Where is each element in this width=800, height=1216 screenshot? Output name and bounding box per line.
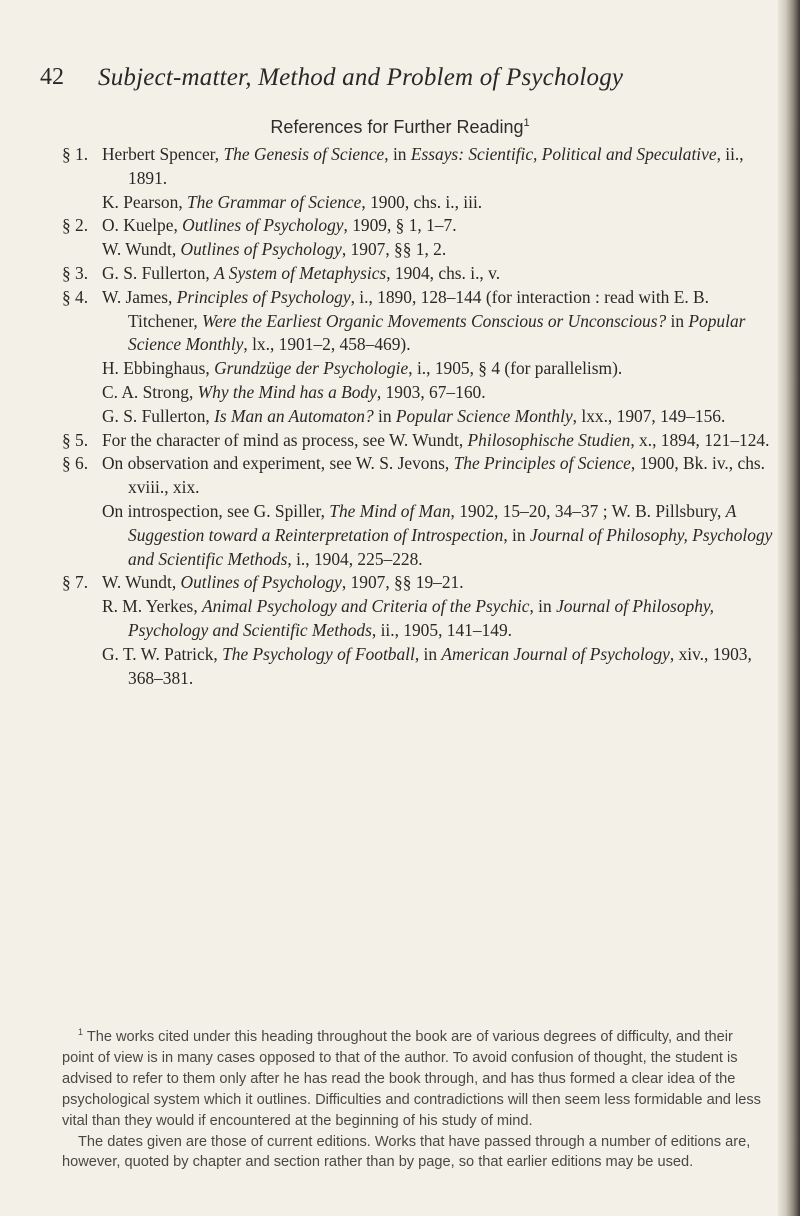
work-title: Essays: Scientific, Political and Speculative bbox=[410, 144, 717, 164]
heading-title: References for Further Reading bbox=[270, 117, 524, 137]
reference-entry bbox=[62, 405, 782, 429]
reference-text: G. S. Fullerton, Is Man an Automaton? in Popular Science Monthly, lxx., 1907, 149–156. bbox=[102, 405, 726, 426]
work-title: Outlines of Psychology bbox=[180, 572, 342, 593]
footnote bbox=[62, 1027, 767, 1173]
reference-entry bbox=[62, 500, 782, 571]
reference-text: W. James, Principles of Psychology, i., 1890, 128–144 (for interaction : read with E. B. Titchener, Were the Earliest Organic Movements Conscious or Unconscious? in Popular Science Monthly, lx., 1901–2, 458–469). bbox=[102, 286, 746, 355]
reference-entry bbox=[62, 595, 782, 643]
reference-text: On introspection, see G. Spiller, The Mind of Man, 1902, 15–20, 34–37 ; W. B. Pillsbury, A Suggestion toward a Reinterpretation of Introspection, in Journal of Philosophy, Psychology and Scientific Methods, i., 1904, 225–228. bbox=[102, 500, 773, 569]
reference-text: For the character of mind as process, see W. Wundt, Philosophische Studien, x., 1894, 121–124. bbox=[102, 429, 770, 450]
running-head bbox=[40, 64, 760, 98]
work-title: The Grammar of Science bbox=[187, 191, 362, 212]
footnote-paragraph: The dates given are those of current editions. Works that have passed through a number of editions are, however, quoted by chapter and section rather than by page, so that earlier editions may be used. bbox=[62, 1133, 751, 1171]
section-number: § 1. bbox=[62, 144, 89, 164]
reference-entry bbox=[62, 238, 782, 262]
work-title: Grundzüge der Psychologie bbox=[214, 358, 409, 379]
footnote-reference: 1 bbox=[523, 117, 530, 129]
page-number: 42 bbox=[40, 64, 64, 90]
reference-entry bbox=[62, 214, 782, 238]
work-title: The Principles of Science bbox=[453, 453, 631, 474]
reference-entry bbox=[62, 571, 782, 595]
work-title: Were the Earliest Organic Movements Conscious or Unconscious? bbox=[202, 310, 667, 331]
reference-text: H. Ebbinghaus, Grundzüge der Psychologie, i., 1905, § 4 (for parallelism). bbox=[102, 358, 623, 379]
reference-entry bbox=[62, 381, 782, 405]
work-title: Outlines of Psychology bbox=[180, 239, 342, 260]
reference-list bbox=[62, 143, 782, 690]
work-title: Popular Science Monthly bbox=[128, 310, 746, 355]
reference-text: W. Wundt, Outlines of Psychology, 1907, §§ 19–21. bbox=[102, 572, 464, 593]
footnote-paragraph: $^1$ The works cited under this heading throughout the book are of various degrees of difficulty, and their point of view is in many cases opposed to that of the author. To avoid confusion of thought, the student is advised to refer to them only after he has read the book through, and has thus formed a clear idea of the psychological system which it outlines. Difficulties and contradictions will then seem less formidable and less vital than they would if encountered at the beginning of his study of mind. bbox=[62, 1027, 761, 1129]
work-title: A System of Metaphysics bbox=[214, 262, 387, 283]
work-title: A Suggestion toward a Reinterpretation of Introspection bbox=[128, 500, 737, 545]
work-title: American Journal of Psychology bbox=[441, 643, 670, 664]
reference-entry bbox=[62, 429, 782, 453]
work-title: Is Man an Automaton? bbox=[214, 405, 374, 426]
work-title: Why the Mind has a Body bbox=[197, 381, 377, 402]
running-title: Subject-matter, Method and Problem of Psychology bbox=[98, 64, 624, 91]
reference-entry bbox=[62, 262, 782, 286]
work-title: The Psychology of Football bbox=[222, 643, 415, 664]
reference-text: C. A. Strong, Why the Mind has a Body, 1903, 67–160. bbox=[102, 381, 486, 402]
reference-text: G. T. W. Patrick, The Psychology of Football, in American Journal of Psychology, xiv., 1903, 368–381. bbox=[102, 643, 752, 688]
work-title: Principles of Psychology bbox=[176, 286, 351, 307]
work-title: Journal of Philosophy, Psychology and Scientific Methods bbox=[128, 596, 715, 640]
reference-text: On observation and experiment, see W. S. Jevons, The Principles of Science, 1900, Bk. iv., chs. xviii., xix. bbox=[102, 453, 766, 498]
reference-text: W. Wundt, Outlines of Psychology, 1907, §§ 1, 2. bbox=[102, 239, 447, 260]
reference-text: Herbert Spencer, The Genesis of Science, in Essays: Scientific, Political and Speculative, ii., 1891. bbox=[102, 144, 744, 188]
work-title: Outlines of Psychology bbox=[182, 215, 344, 236]
reference-entry bbox=[62, 143, 782, 191]
reference-entry bbox=[62, 643, 782, 691]
reference-entry bbox=[62, 452, 782, 500]
reference-entry bbox=[62, 357, 782, 381]
reference-entry bbox=[62, 286, 782, 357]
reference-text: O. Kuelpe, Outlines of Psychology, 1909, § 1, 1–7. bbox=[102, 215, 457, 236]
reference-entry bbox=[62, 191, 782, 215]
section-heading bbox=[0, 117, 800, 138]
section-number: § 5. bbox=[62, 429, 89, 450]
reference-text: G. S. Fullerton, A System of Metaphysics, 1904, chs. i., v. bbox=[102, 262, 501, 283]
reference-text: K. Pearson, The Grammar of Science, 1900, chs. i., iii. bbox=[102, 191, 483, 212]
work-title: The Mind of Man bbox=[329, 500, 451, 521]
work-title: The Genesis of Science bbox=[223, 144, 385, 164]
section-number: § 4. bbox=[62, 286, 89, 307]
section-number: § 3. bbox=[62, 262, 89, 283]
reference-text: R. M. Yerkes, Animal Psychology and Criteria of the Psychic, in Journal of Philosophy, Psychology and Scientific Methods, ii., 1905, 141–149. bbox=[102, 596, 715, 640]
section-number: § 7. bbox=[62, 572, 89, 593]
footnote-mark: 1 bbox=[78, 1027, 84, 1038]
work-title: Journal of Philosophy, Psychology and Scientific Methods bbox=[128, 524, 773, 569]
section-number: § 6. bbox=[62, 453, 89, 474]
work-title: Popular Science Monthly bbox=[395, 405, 573, 426]
section-number: § 2. bbox=[62, 215, 89, 236]
work-title: Philosophische Studien bbox=[467, 429, 631, 450]
work-title: Animal Psychology and Criteria of the Psychic bbox=[202, 596, 530, 617]
